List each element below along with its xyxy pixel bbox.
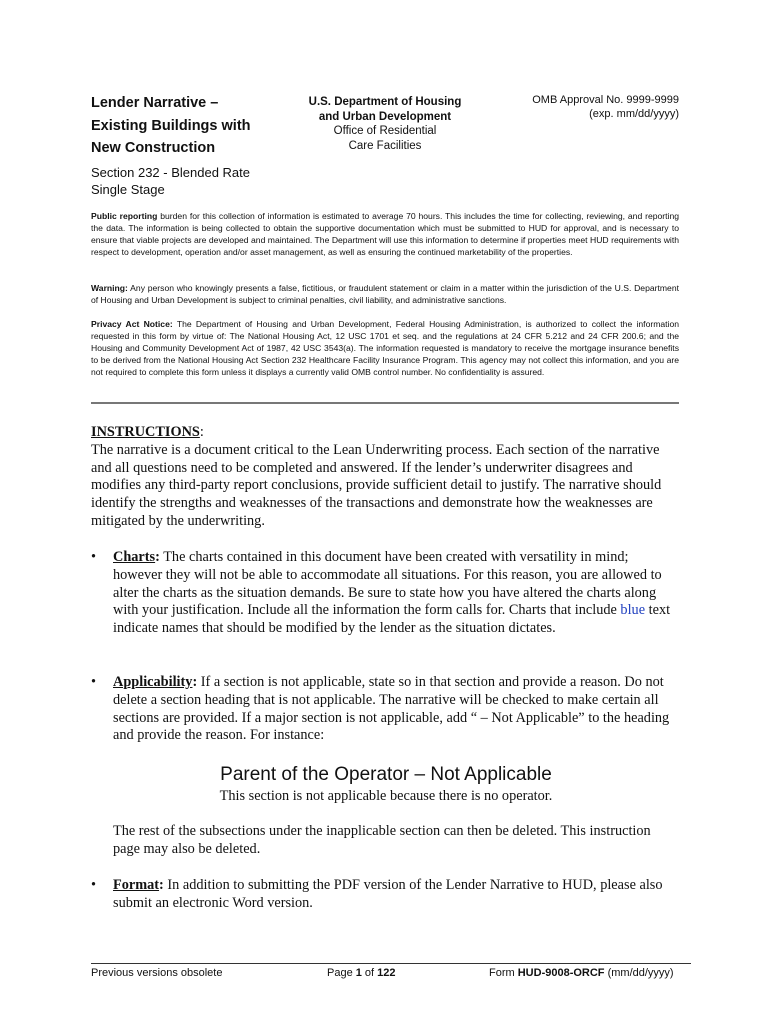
example-block [91, 764, 681, 805]
form-title-block [91, 92, 291, 199]
format-label: Format [113, 877, 160, 893]
instructions-intro: The narrative is a document critical to the Lean Underwriting process. Each section of the narrative and all questions need to be completed and answered. If the lender’s underwriter disagrees and modifies any third-party report conclusions, provide sufficient detail to justify. The narrative should identify the strengths and weaknesses of the transactions and demonstrate how the weaknesses are mitigated by the underwriting. [91, 441, 662, 529]
example-heading: Parent of the Operator – Not Applicable [220, 764, 552, 785]
footer-divider [91, 963, 691, 964]
office-name-line-1: Office of Residential [333, 125, 437, 137]
warning-notice [91, 282, 679, 306]
page-footer [91, 963, 691, 979]
page-current: 1 [355, 967, 362, 979]
form-subtitle-line-1: Section 232 - Blended Rate [91, 164, 250, 180]
example-text: This section is not applicable because there is no operator. [219, 788, 553, 804]
charts-text-before: The charts contained in this document have been created with versatility in mind; however they will not be able to accommodate all situations. For this reason, you are allowed to alter the charts as the situation demands. Be sure to state how you have altered the charts along with your justification. Include all the information the form calls for. Charts that include [113, 549, 662, 619]
privacy-act-notice [91, 318, 679, 378]
privacy-act-text: The Department of Housing and Urban Development, Federal Housing Administration, is authorized to collect the information requested in this form by virtue of: The National Housing Act, 12 USC 1701 et seq. and the regulations at 24 CFR 5.212 and 24 CFR 200.6; and the Housing and Community Development Act of 1987, 42 USC 3543(a). The information requested is mandatory to receive the mortgage insurance benefits to be derived from the National Housing Act Section 232 Healthcare Facility Insurance Program. This agency may not collect this information, and you are not required to complete this form unless it displays a currently valid OMB control number. No confidentiality is assured. [91, 319, 679, 377]
header-divider [91, 402, 679, 404]
form-title-line-2: Existing Buildings with [91, 117, 251, 134]
omb-expiration: (exp. mm/dd/yyyy) [589, 108, 679, 120]
agency-name-line-1: U.S. Department of Housing [308, 96, 462, 108]
rest-of-subsections-paragraph: The rest of the subsections under the inapplicable section can then be deleted. This instruction page may also be deleted. [113, 823, 651, 857]
privacy-act-label: Privacy Act Notice: [91, 319, 173, 329]
applicability-text: If a section is not applicable, state so in that section and provide a reason. Do not delete a section heading that is not applicable. The narrative will be checked to make certain all sections are provided. If a major section is not applicable, add “ – Not Applicable” to the heading and provide the reason. For instance: [113, 674, 670, 744]
format-text: In addition to submitting the PDF version of the Lender Narrative to HUD, please also submit an electronic Word version. [113, 877, 663, 911]
form-subtitle-line-2: Single Stage [91, 182, 165, 197]
form-date: (mm/dd/yyyy) [604, 967, 674, 979]
omb-approval-number: OMB Approval No. 9999-9999 [532, 94, 679, 106]
bullet-charts [91, 549, 681, 638]
instructions-heading-colon: : [199, 424, 204, 440]
public-reporting-label: Public reporting [91, 211, 158, 221]
bullet-icon: • [91, 674, 97, 690]
charts-text-after: text indicate names that should be modified by the lender as the situation dictates. [113, 602, 671, 637]
warning-label: Warning: [91, 283, 128, 293]
public-reporting-text: burden for this collection of information is estimated to average 70 hours. This includes the time for collecting, reviewing, and reporting the data. The information is being collected to obtain the supportive documentation which must be submitted to HUD for approval, and is necessary to ensure that viable projects are developed and maintained. The Department will use this information to determine if properties meet HUD requirements with respect to development, operation and/or asset management, as well as ensuring the continued marketability of the properties. [91, 211, 679, 257]
form-number: Form HUD-9008-ORCF (mm/dd/yyyy) [489, 967, 674, 979]
form-id: HUD-9008-ORCF [517, 967, 605, 979]
bullet-format [91, 877, 681, 913]
warning-text: Any person who knowingly presents a false, fictitious, or fraudulent statement or claim in a matter within the jurisdiction of the U.S. Department of Housing and Urban Development is subject to criminal penalties, civil liability, and administrative sanctions. [91, 283, 679, 305]
omb-approval-block [480, 93, 679, 121]
bullet-applicability [91, 674, 681, 745]
bullet-icon: • [91, 549, 97, 565]
office-name-line-2: Care Facilities [348, 139, 422, 152]
agency-name-line-2: and Urban Development [318, 110, 452, 123]
charts-colon: : [155, 549, 160, 565]
agency-block [292, 95, 478, 153]
applicability-label: Applicability [113, 674, 193, 690]
footer-versions-note: Previous versions obsolete [91, 967, 223, 979]
bullet-icon: • [91, 877, 97, 893]
form-title-line-1: Lender Narrative – [91, 95, 219, 111]
charts-blue-word: blue [620, 602, 646, 619]
instructions-heading: INSTRUCTIONS [91, 424, 200, 440]
form-title-line-3: New Construction [91, 140, 216, 156]
public-reporting-notice [91, 210, 679, 258]
instructions-section [91, 424, 681, 531]
applicability-colon: : [192, 674, 198, 690]
charts-label: Charts [113, 549, 156, 565]
page-number: Page 1 of 122 [327, 967, 396, 979]
page-total: 122 [377, 967, 396, 979]
format-colon: : [159, 877, 164, 893]
